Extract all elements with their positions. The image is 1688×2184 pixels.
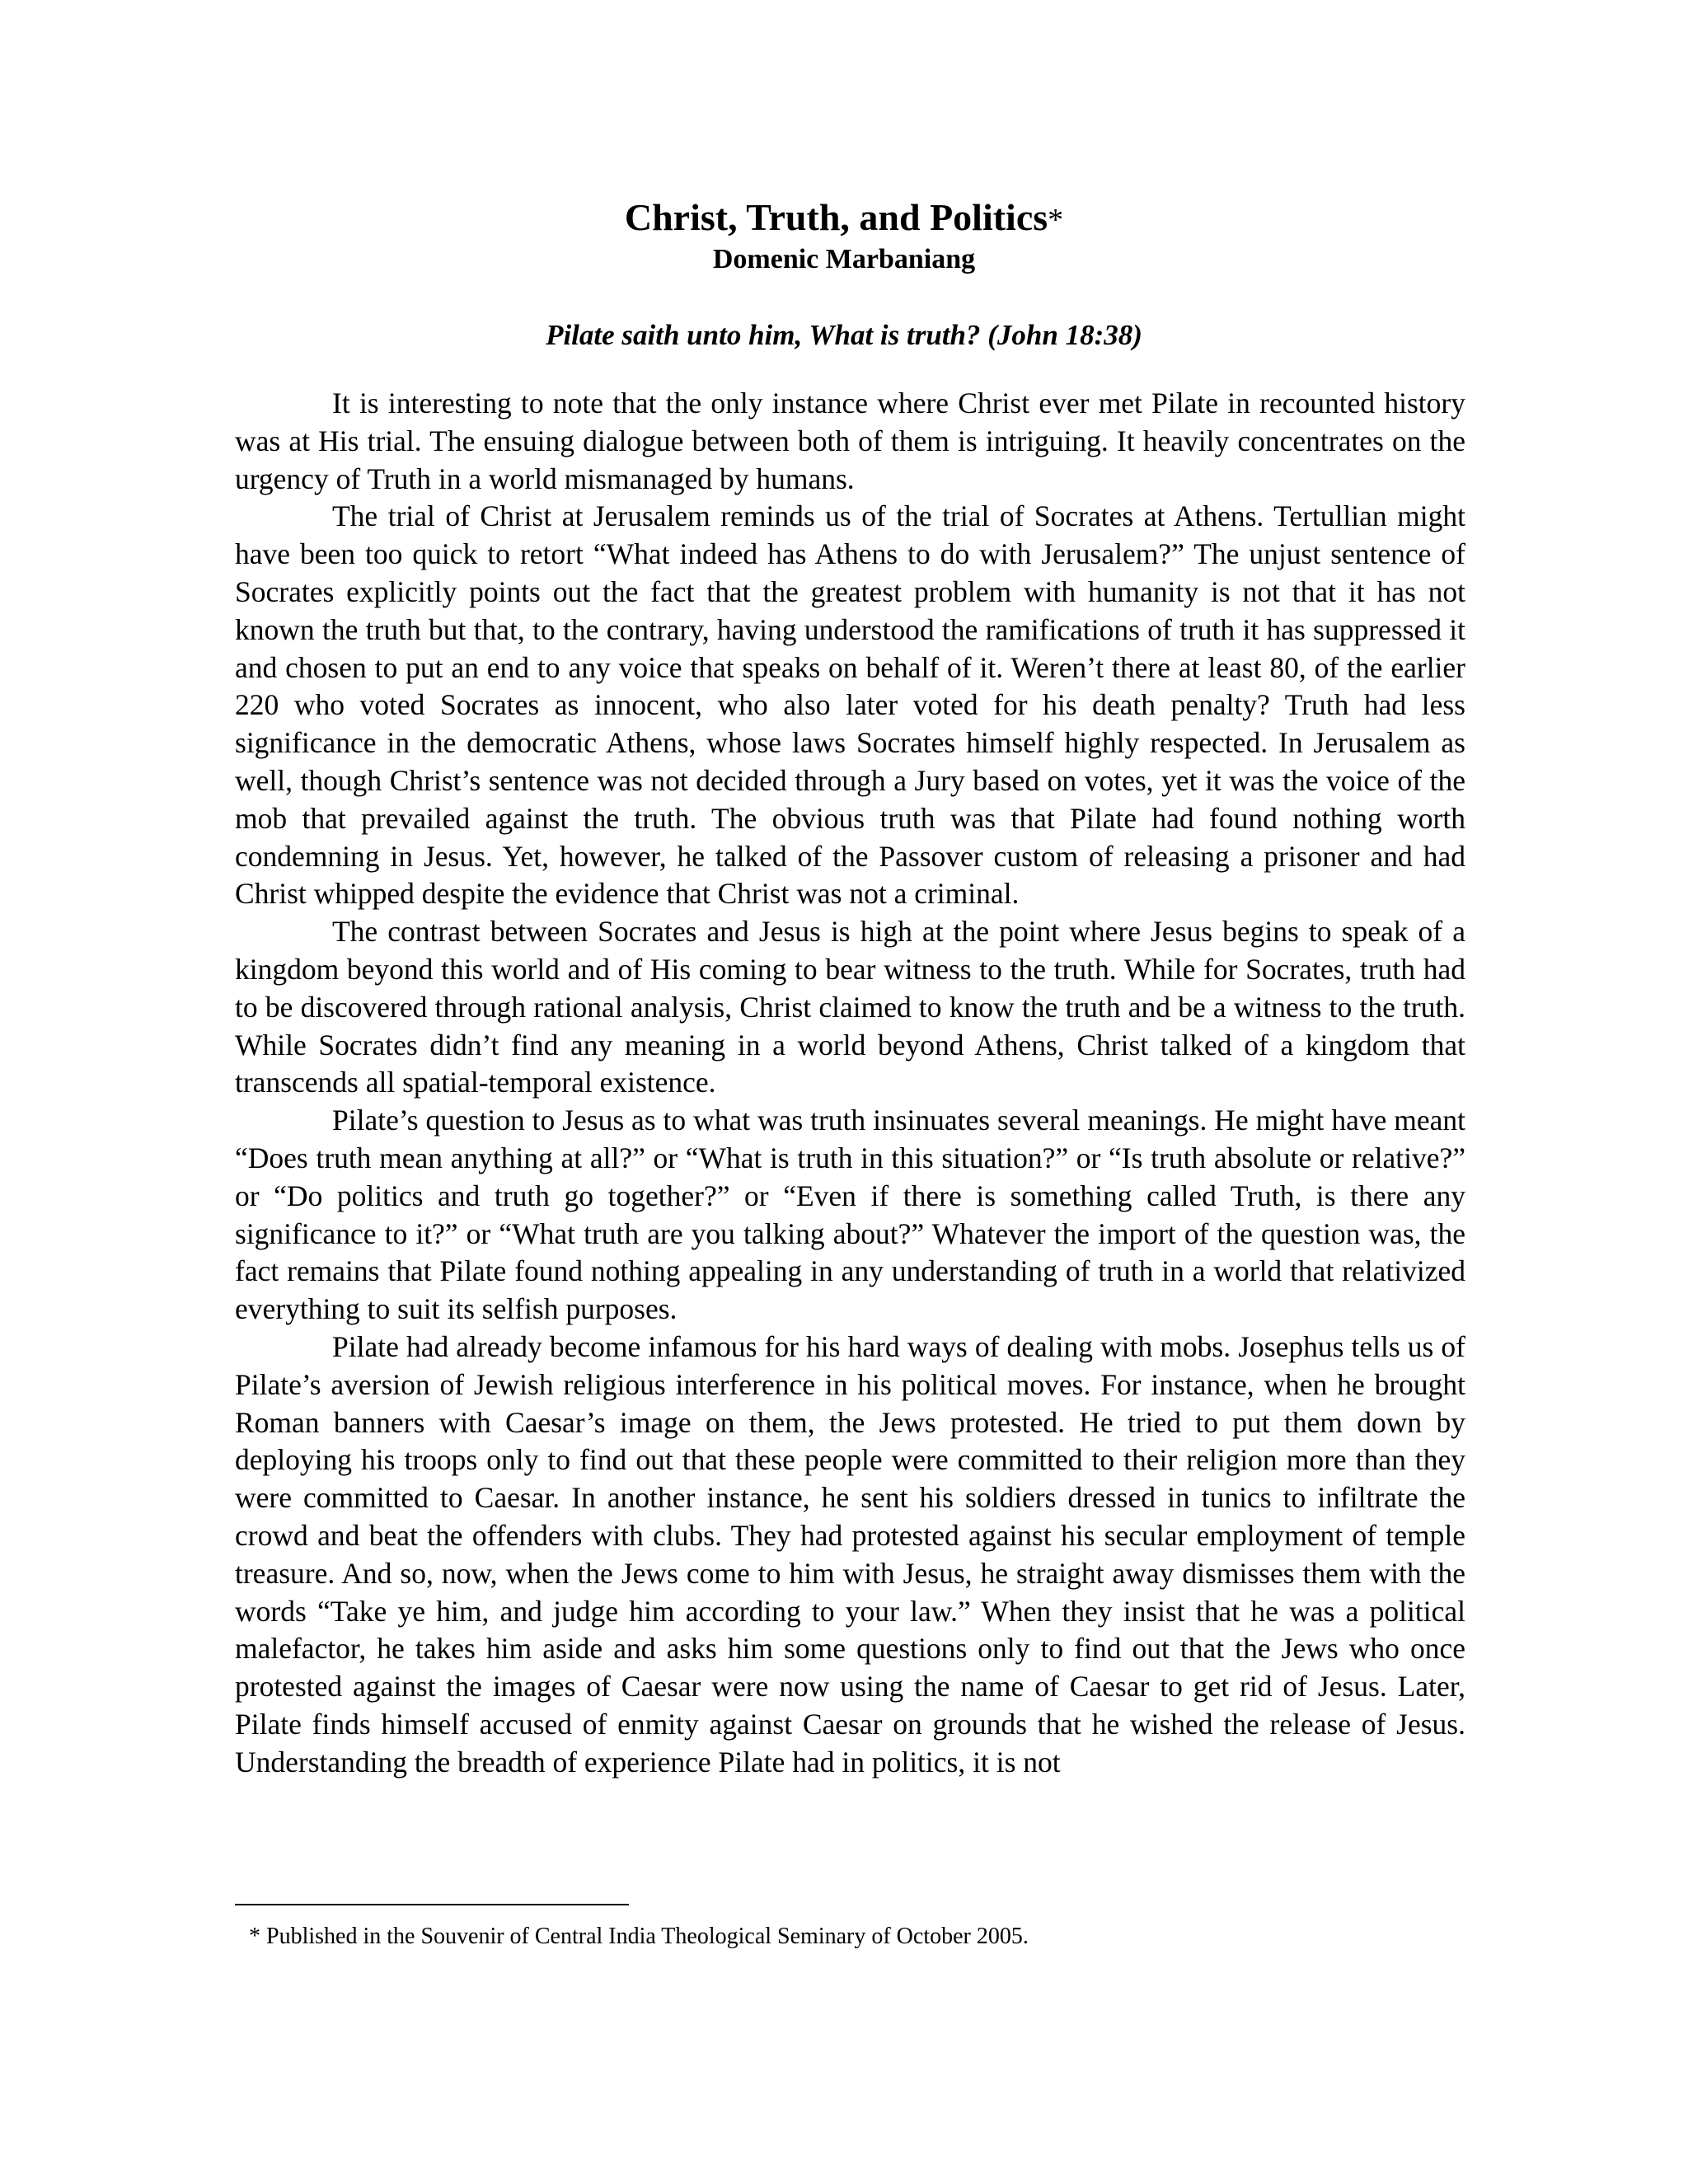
title-text: Christ, Truth, and Politics (624, 196, 1048, 238)
paragraph-4: Pilate’s question to Jesus as to what was truth insinuates several meanings. He might have meant “Does truth mean anything at all?” or “What is truth in this situation?” or “Is truth absolute or relative?” or “Do politics and truth go together?” or “Even if there is something called Truth, is there any significance to it?” or “What truth are you talking about?” Whatever the import of the question was, the fact remains that Pilate found nothing appealing in any understanding of truth in a world that relativized everything to suit its selfish purposes. (235, 1104, 1465, 1326)
paragraph-1: It is interesting to note that the only instance where Christ ever met Pilate in recounted history was at His trial. The ensuing dialogue between both of them is intriguing. It heavily concentrates on the urgency of Truth in a world mismanaged by humans. (235, 387, 1465, 495)
footnote-divider (235, 1904, 629, 1905)
paragraph-5: Pilate had already become infamous for his hard ways of dealing with mobs. Josephus tells us of Pilate’s aversion of Jewish religious interference in his political moves. For instance, when he brought Roman banners with Caesar’s image on them, the Jews protested. He tried to put them down by deploying his troops only to find out that these people were committed to their religion more than they were committed to Caesar. In another instance, he sent his soldiers dressed in tunics to infiltrate the crowd and beat the offenders with clubs. They had protested against his secular employment of temple treasure. And so, now, when the Jews come to him with Jesus, he straight away dismisses them with the words “Take ye him, and judge him according to your law.” When they insist that he was a political malefactor, he takes him aside and asks him some questions only to find out that the Jews who once protested against the images of Caesar were now using the name of Caesar to get rid of Jesus. Later, Pilate finds himself accused of enmity against Caesar on grounds that he wished the release of Jesus. Understanding the breadth of experience Pilate had in politics, it is not (235, 1329, 1465, 1779)
paragraph-3: The contrast between Socrates and Jesus is high at the point where Jesus begins to speak of a kingdom beyond this world and of His coming to bear witness to the truth. While for Socrates, truth had to be discovered through rational analysis, Christ claimed to know the truth and be a witness to the truth. While Socrates didn’t find any meaning in a world beyond Athens, Christ talked of a kingdom that transcends all spatial-temporal existence. (235, 915, 1465, 1099)
footnote-marker: * (1048, 203, 1064, 237)
footnote: * Published in the Souvenir of Central India Theological Seminary of October 2005. (249, 1924, 1029, 1949)
title-block (0, 194, 1688, 276)
author-name: Domenic Marbaniang (712, 244, 976, 274)
body-text (235, 385, 1465, 1781)
paragraph-2: The trial of Christ at Jerusalem reminds us of the trial of Socrates at Athens. Tertullian might have been too quick to retort “What indeed has Athens to do with Jerusalem?” The unjust sentence of Socrates explicitly points out the fact that the greatest problem with humanity is not that it has not known the truth but that, to the contrary, having understood the ramifications of truth it has suppressed it and chosen to put an end to any voice that speaks on behalf of it. Weren’t there at least 80, of the earlier 220 who voted Socrates as innocent, who also later voted for his death penalty? Truth had less significance in the democratic Athens, whose laws Socrates himself highly respected. In Jerusalem as well, though Christ’s sentence was not decided through a Jury based on votes, yet it was the voice of the mob that prevailed against the truth. The obvious truth was that Pilate had found nothing worth condemning in Jesus. Yet, however, he talked of the Passover custom of releasing a prisoner and had Christ whipped despite the evidence that Christ was not a criminal. (235, 499, 1465, 911)
page-title (0, 194, 1688, 243)
epigraph: Pilate saith unto him, What is truth? (John 18:38) (546, 319, 1142, 351)
